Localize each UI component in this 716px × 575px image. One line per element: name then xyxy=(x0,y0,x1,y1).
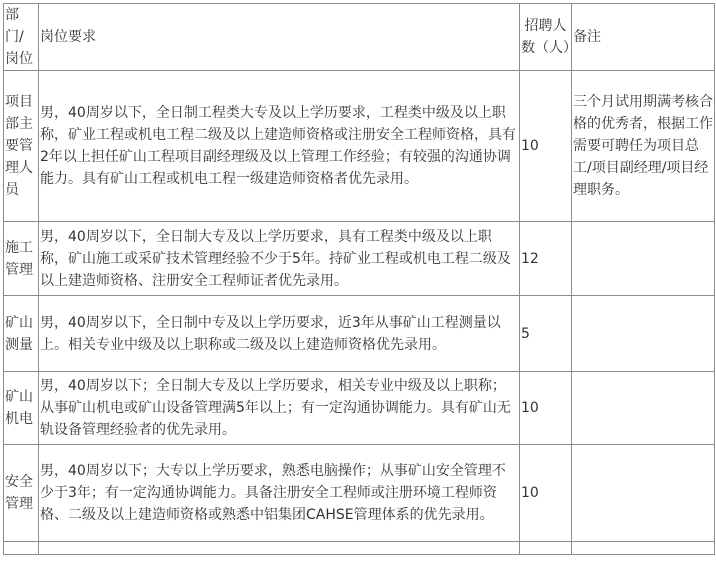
cell-headcount: 10 xyxy=(520,372,572,445)
cell-notes xyxy=(572,296,715,372)
cell-headcount: 10 xyxy=(520,445,572,542)
table-row xyxy=(4,222,715,296)
table-row-partial xyxy=(4,542,715,555)
recruitment-table xyxy=(3,3,715,555)
table-row xyxy=(4,71,715,222)
cell-requirements: 男，40周岁以下；全日制大专及以上学历要求，相关专业中级及以上职称；从事矿山机电或矿山设备管理满5年以上；有一定沟通协调能力。具有矿山无轨设备管理经验者的优先录用。 xyxy=(39,372,520,445)
cell-requirements: 男，40周岁以下，全日制中专及以上学历要求，近3年从事矿山工程测量以上。相关专业中级及以上职称或二级及以上建造师资格优先录用。 xyxy=(39,296,520,372)
cell-department: 矿山机电 xyxy=(4,372,39,445)
cell-notes xyxy=(572,372,715,445)
cell-empty xyxy=(4,542,39,555)
table-row xyxy=(4,296,715,372)
cell-empty xyxy=(572,542,715,555)
table-header-row xyxy=(4,4,715,71)
cell-headcount: 5 xyxy=(520,296,572,372)
cell-requirements: 男，40周岁以下；大专以上学历要求，熟悉电脑操作；从事矿山安全管理不少于3年；有一定沟通协调能力。具备注册安全工程师或注册环境工程师资格、二级及以上建造师资格或熟悉中铝集团CAHSE管理体系的优先录用。 xyxy=(39,445,520,542)
cell-headcount: 12 xyxy=(520,222,572,296)
header-requirements: 岗位要求 xyxy=(39,4,520,71)
cell-empty xyxy=(39,542,520,555)
table-row xyxy=(4,445,715,542)
cell-headcount: 10 xyxy=(520,71,572,222)
header-department: 部门/岗位 xyxy=(4,4,39,71)
cell-department: 安全管理 xyxy=(4,445,39,542)
cell-notes: 三个月试用期满考核合格的优秀者，根据工作需要可聘任为项目总工/项目副经理/项目经理职务。 xyxy=(572,71,715,222)
cell-empty xyxy=(520,542,572,555)
header-headcount: 招聘人数（人） xyxy=(520,4,572,71)
cell-department: 项目部主要管理人员 xyxy=(4,71,39,222)
cell-requirements: 男，40周岁以下，全日制大专及以上学历要求，具有工程类中级及以上职称，矿山施工或采矿技术管理经验不少于5年。持矿业工程或机电工程二级及以上建造师资格、注册安全工程师证者优先录用。 xyxy=(39,222,520,296)
cell-department: 施工管理 xyxy=(4,222,39,296)
cell-notes xyxy=(572,445,715,542)
table-row xyxy=(4,372,715,445)
cell-notes xyxy=(572,222,715,296)
cell-requirements: 男，40周岁以下，全日制工程类大专及以上学历要求，工程类中级及以上职称，矿业工程或机电工程二级及以上建造师资格或注册安全工程师资格，具有2年以上担任矿山工程项目副经理级及以上管理工作经验；有较强的沟通协调能力。具有矿山工程或机电工程一级建造师资格者优先录用。 xyxy=(39,71,520,222)
cell-department: 矿山测量 xyxy=(4,296,39,372)
header-notes: 备注 xyxy=(572,4,715,71)
